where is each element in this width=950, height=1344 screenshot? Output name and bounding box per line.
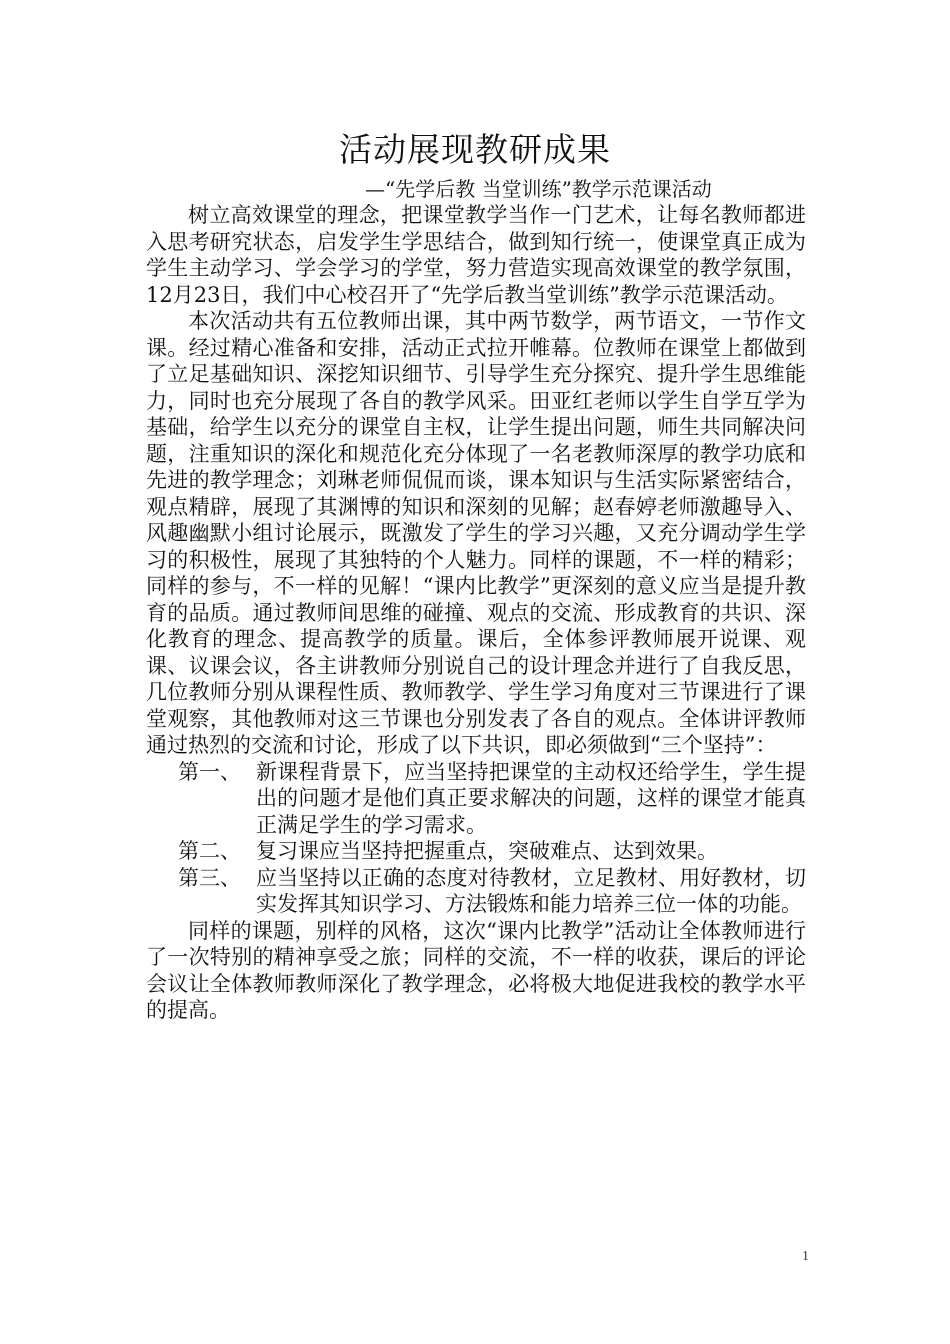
document-title: 活动展现教研成果	[339, 130, 611, 169]
consensus-item-3	[146, 865, 806, 918]
consensus-item-1	[146, 759, 806, 839]
activity-paragraph: 本次活动共有五位教师出课，其中两节数学，两节语文，一节作文课。经过精心准备和安排，活动正式拉开帷幕。位教师在课堂上都做到了立足基础知识、深挖知识细节、引导学生充分探究、提升学生思维能力，同时也充分展现了各自的教学风采。田亚红老师以学生自学互学为基础，给学生以充分的课堂自主权，让学生提出问题，师生共同解决问题，注重知识的深化和规范化充分体现了一名老教师深厚的教学功底和先进的教学理念；刘琳老师侃侃而谈，课本知识与生活实际紧密结合，观点精辟，展现了其渊博的知识和深刻的见解；赵春婷老师激趣导入、风趣幽默小组讨论展示，既激发了学生的学习兴趣，又充分调动学生学习的积极性，展现了其独特的个人魅力。同样的课题，不一样的精彩；同样的参与，不一样的见解！“课内比教学”更深刻的意义应当是提升教育的品质。通过教师间思维的碰撞、观点的交流、形成教育的共识、深化教育的理念、提高教学的质量。课后，全体参评教师展开说课、观课、议课会议，各主讲教师分别说自己的设计理念并进行了自我反思，几位教师分别从课程性质、教师教学、学生学习角度对三节课进行了课堂观察，其他教师对这三节课也分别发表了各自的观点。全体讲评教师通过热烈的交流和讨论，形成了以下共识，即必须做到“三个坚持”：	[146, 309, 806, 757]
document-body	[146, 202, 806, 1024]
closing-paragraph: 同样的课题，别样的风格，这次“课内比教学”活动让全体教师进行了一次特别的精神享受之旅；同样的交流，不一样的收获，课后的评论会议让全体教师教师深化了教学理念，必将极大地促进我校的教学水平的提高。	[146, 918, 806, 1022]
item-text: 复习课应当坚持把握重点，突破难点、达到效果。	[256, 839, 718, 863]
item-label: 第二、	[178, 839, 241, 863]
document-subtitle: —“先学后教 当堂训练”教学示范课活动	[365, 177, 712, 201]
page-number: 1	[802, 1249, 809, 1264]
item-text: 应当坚持以正确的态度对待教材，立足教材、用好教材，切实发挥其知识学习、方法锻炼和能力培养三位一体的功能。	[256, 865, 806, 916]
item-label: 第三、	[178, 865, 241, 890]
consensus-item-2	[146, 838, 806, 865]
intro-paragraph: 树立高效课堂的理念，把课堂教学当作一门艺术，让每名教师都进入思考研究状态，启发学生学思结合，做到知行统一，使课堂真正成为学生主动学习、学会学习的学堂，努力营造实现高效课堂的教学氛围， 12月23日，我们中心校召开了“先学后教当堂训练”教学示范课活动。	[146, 203, 806, 307]
item-label: 第一、	[178, 759, 241, 784]
item-text: 新课程背景下，应当坚持把课堂的主动权还给学生，学生提出的问题才是他们真正要求解决的问题，这样的课堂才能真正满足学生的学习需求。	[256, 759, 806, 837]
